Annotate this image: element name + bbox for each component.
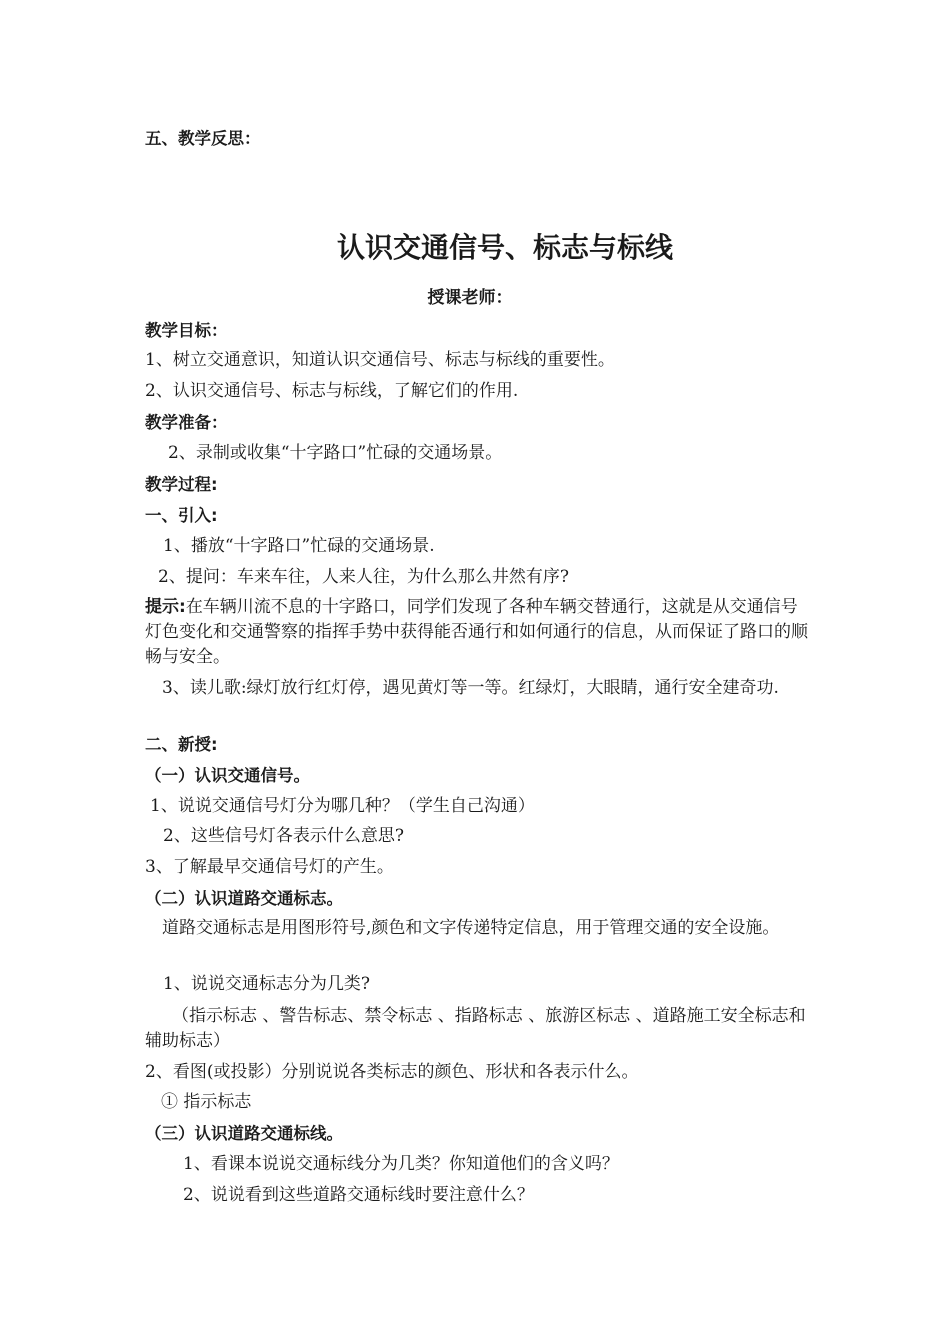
section-2-heading: （二）认识道路交通标志。: [145, 889, 343, 908]
hint-paragraph: [145, 595, 810, 670]
prep-item-2: 2、录制或收集“十字路口”忙碌的交通场景。: [168, 443, 503, 463]
section-3-item-1: 1、看课本说说交通标线分为几类？你知道他们的含义吗？: [183, 1154, 619, 1174]
new-lesson-heading: 二、新授:: [145, 735, 218, 754]
section-2-sub-item: ① 指示标志: [161, 1092, 252, 1112]
section-3-item-2: 2、说说看到这些道路交通标线时要注意什么？: [183, 1185, 534, 1205]
section-1-item-1: 1、说说交通信号灯分为哪几种？（学生自己沟通）: [150, 796, 535, 816]
section-2-sign-list: （指示标志 、警告标志、禁令标志 、指路标志 、旅游区标志 、道路施工安全标志和辅助标志）: [145, 1006, 806, 1051]
section-2-intro: 道路交通标志是用图形符号,颜色和文字传递特定信息，用于管理交通的安全设施。: [162, 918, 780, 938]
goal-item-1: 1、树立交通意识，知道认识交通信号、标志与标线的重要性。: [145, 350, 615, 370]
intro-item-1: 1、播放“十字路口”忙碌的交通场景.: [163, 536, 435, 556]
goals-heading: 教学目标：: [145, 321, 228, 340]
hint-text: 在车辆川流不息的十字路口，同学们发现了各种车辆交替通行，这就是从交通信号灯色变化和交通警察的指挥手势中获得能否通行和如何通行的信息，从而保证了路口的顺畅与安全。: [145, 597, 808, 667]
section-2-item-1: 1、说说交通标志分为几类?: [163, 974, 370, 994]
intro-item-2: 2、提问：车来车往，人来人往，为什么那么井然有序?: [158, 567, 569, 587]
intro-heading: 一、引入:: [145, 506, 218, 525]
page-title: 认识交通信号、标志与标线: [336, 231, 673, 264]
section-1-item-3: 3、了解最早交通信号灯的产生。: [145, 857, 394, 877]
section-1-item-2: 2、这些信号灯各表示什么意思?: [163, 826, 404, 846]
teacher-label: 授课老师：: [427, 288, 513, 308]
goal-item-2: 2、认识交通信号、标志与标线，了解它们的作用.: [145, 381, 519, 401]
section-3-heading: （三）认识道路交通标线。: [145, 1124, 343, 1143]
intro-item-3: 3、读儿歌:绿灯放行红灯停，遇见黄灯等一等。红绿灯，大眼睛，通行安全建奇功.: [162, 678, 779, 698]
reflection-heading: 五、教学反思：: [145, 129, 261, 148]
prep-heading: 教学准备：: [145, 413, 228, 432]
section-1-heading: （一）认识交通信号。: [145, 766, 310, 785]
hint-label: 提示:: [145, 597, 186, 617]
process-heading: 教学过程:: [145, 475, 218, 494]
section-2-item-2: 2、看图(或投影）分别说说各类标志的颜色、形状和各表示什么。: [145, 1062, 639, 1082]
